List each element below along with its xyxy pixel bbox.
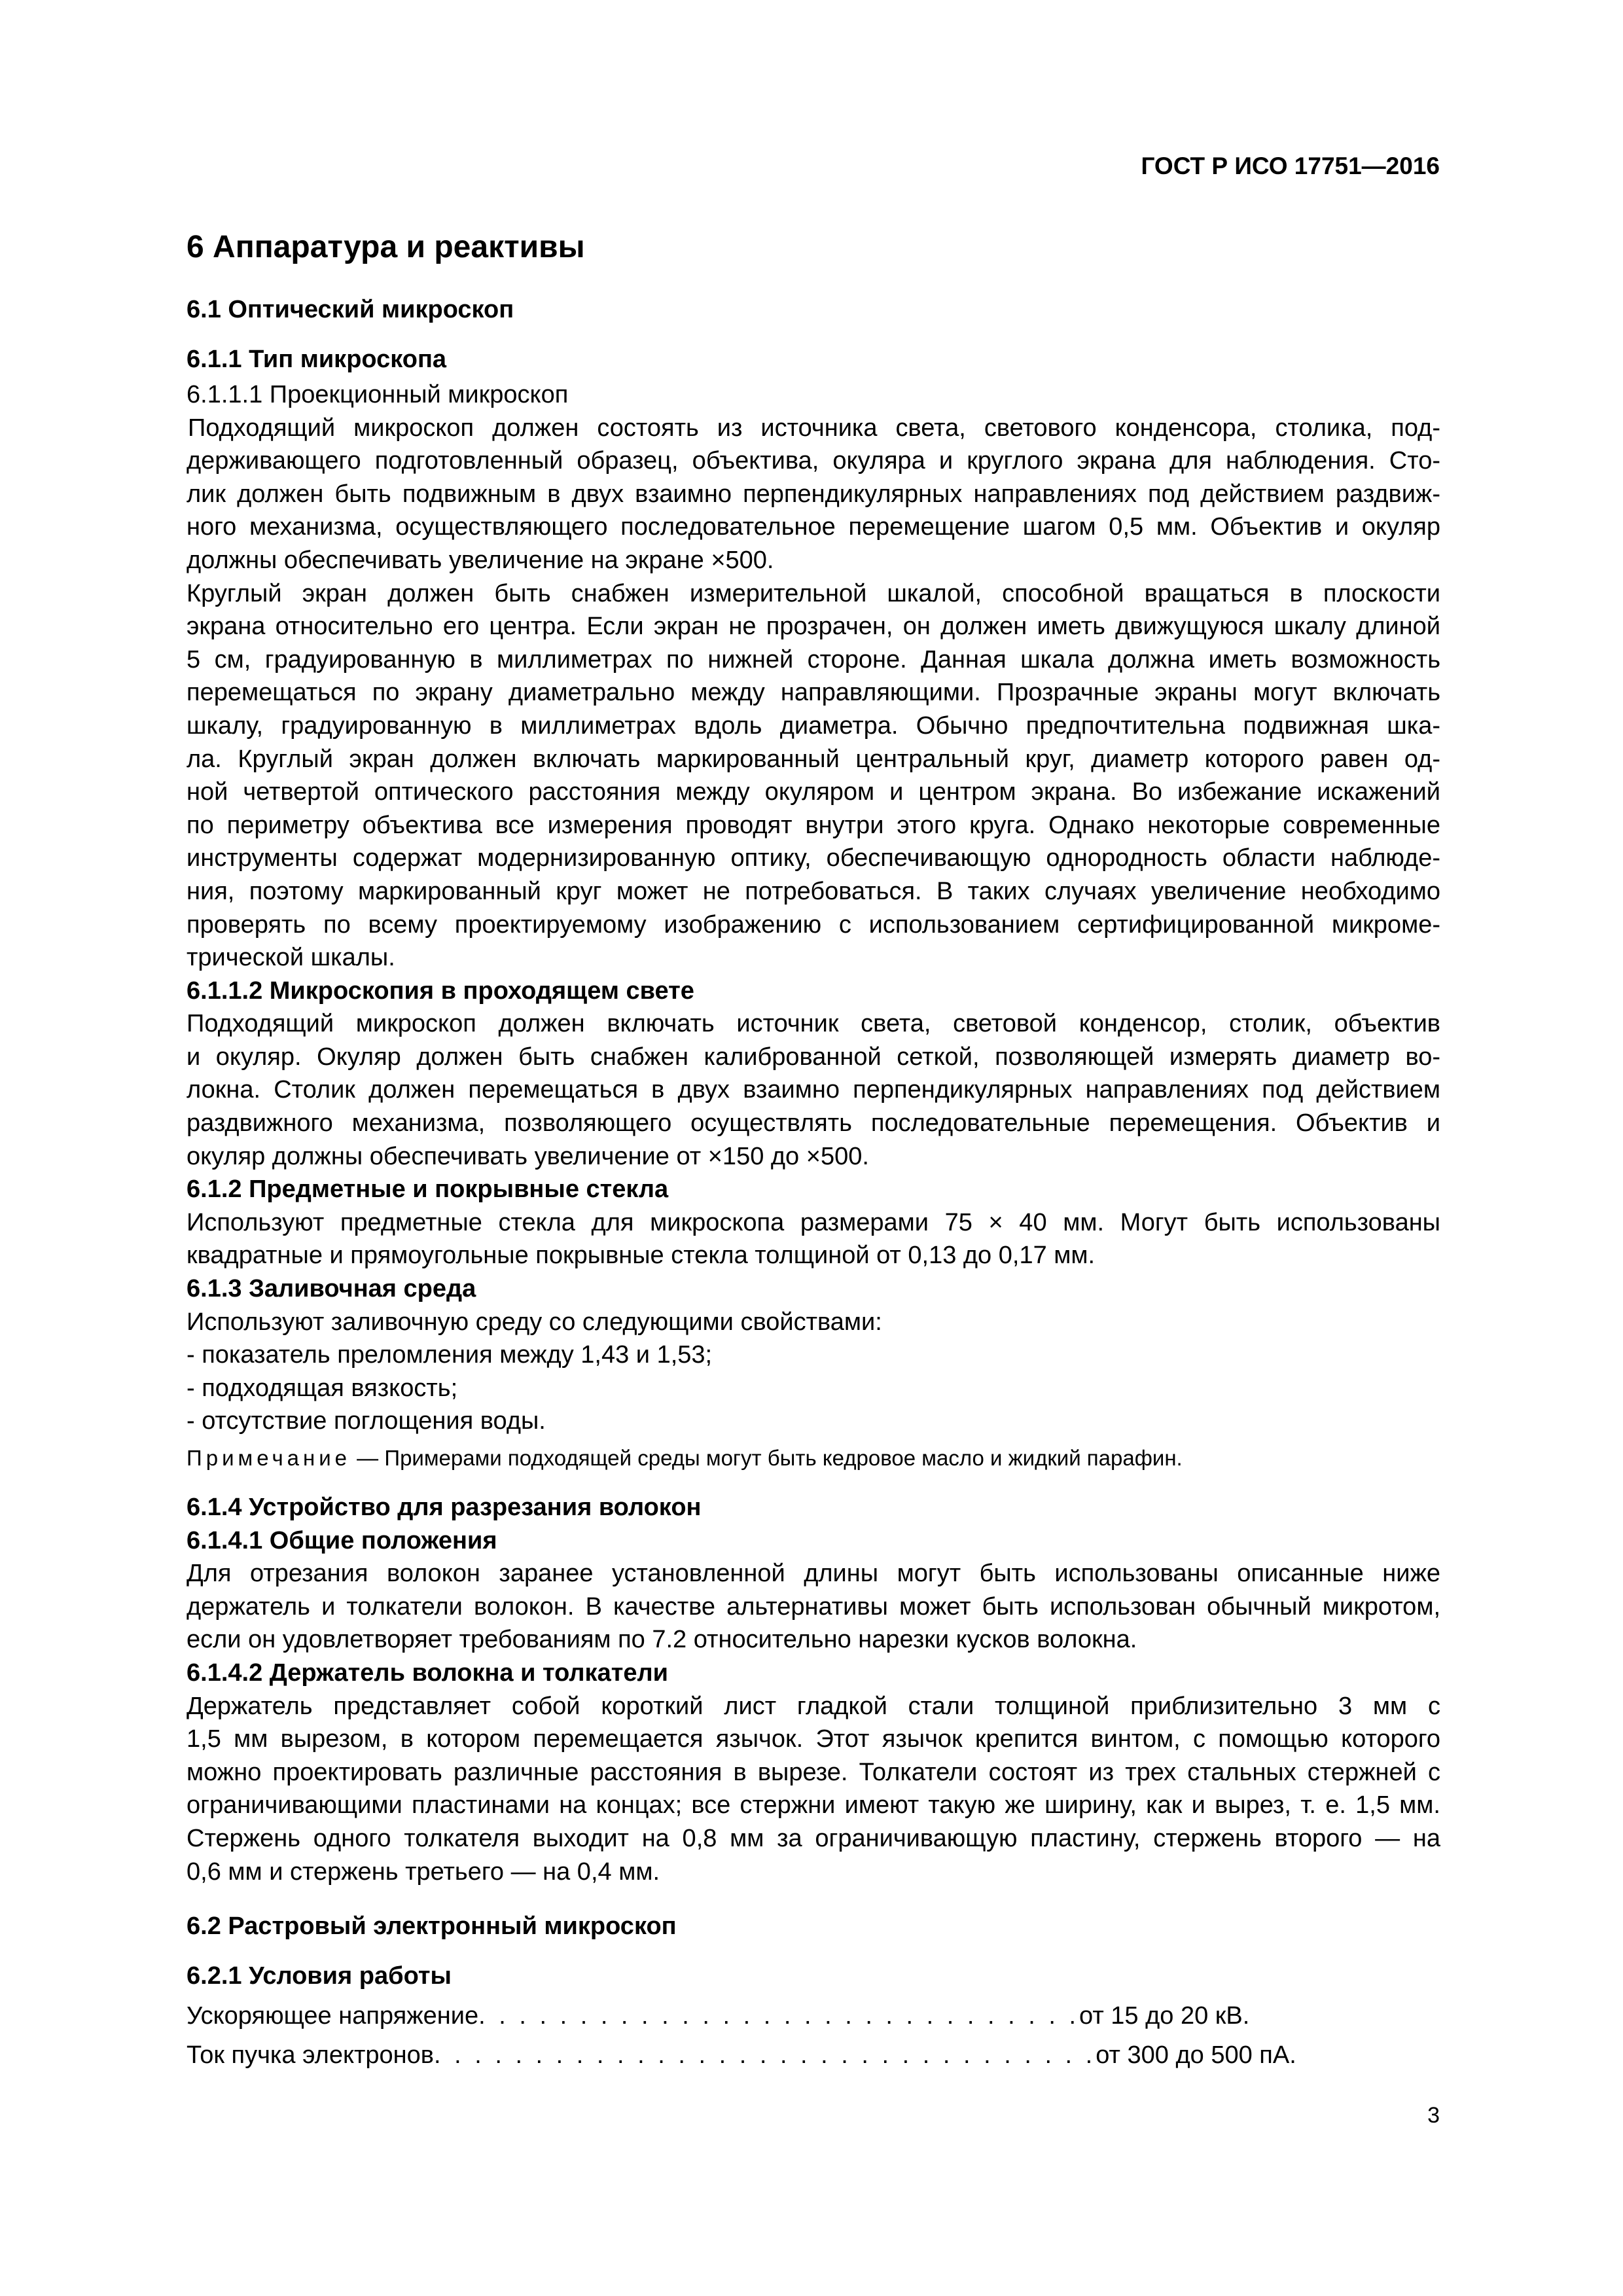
condition-label: Ускоряющее напряжение (187, 2002, 479, 2030)
paragraph-line: лик должен быть подвижным в двух взаимно перпендикулярных направлениях под действием раздвиж- (187, 480, 1440, 508)
paragraph-line: раздвижного механизма, позволяющего осуществлять последовательные перемещения. Объектив и (187, 1109, 1440, 1138)
paragraph-line: квадратные и прямоугольные покрывные стекла толщиной от 0,13 до 0,17 мм. (187, 1242, 1096, 1270)
paragraph-line: ной четвертой оптического расстояния между окуляром и центром экрана. Во избежание искажений (187, 778, 1440, 806)
section-6-1-1-title: 6.1.1 Тип микроскопа (187, 346, 447, 373)
subsection-6-1-4-2-title: 6.1.4.2 Держатель волокна и толкатели (187, 1659, 668, 1687)
section-6-1-title: 6.1 Оптический микроскоп (187, 296, 514, 323)
condition-label: Ток пучка электронов (187, 2041, 434, 2069)
section-6-1-2-title: 6.1.2 Предметные и покрывные стекла (187, 1175, 669, 1204)
paragraph-line: 0,6 мм и стержень третьего — на 0,4 мм. (187, 1857, 660, 1886)
paragraph-line: 5 см, градуированную в миллиметрах по нижней стороне. Данная шкала должна иметь возможность (187, 645, 1440, 673)
note-text: — Примерами подходящей среды могут быть кедровое масло и жидкий парафин. (351, 1446, 1183, 1470)
leader-dots: . . . . . . . . . . . . . . . . . . . . . . . . . . . . . . (478, 2002, 1080, 2030)
section-6-2-title: 6.2 Растровый электронный микроскоп (187, 1912, 677, 1940)
paragraph-line: шкалу, градуированную в миллиметрах вдоль диаметра. Обычно предпочтительна подвижная шка- (187, 711, 1440, 740)
section-6-1-4-body (187, 1491, 1440, 1888)
paragraph-line: Держатель представляет собой короткий лист гладкой стали толщиной приблизительно 3 мм с (187, 1692, 1440, 1720)
paragraph-line: экрана относительно его центра. Если экран не прозрачен, он должен иметь движущуюся шкалу длиной (187, 613, 1440, 641)
paragraph-line: 1,5 мм вырезом, в котором перемещается язычок. Этот язычок крепится винтом, с помощью которого (187, 1725, 1440, 1753)
paragraph-line: Подходящий микроскоп должен состоять из источника света, светового конденсора, столика, под- (188, 414, 1440, 442)
paragraph-line: ла. Круглый экран должен включать маркированный центральный круг, диаметр которого равен од- (187, 745, 1440, 773)
paragraph-line: ного механизма, осуществляющего последовательное перемещение шагом 0,5 мм. Объектив и окуляр (187, 513, 1440, 541)
leader-dots: . . . . . . . . . . . . . . . . . . . . . . . . . . . . . . . . . (433, 2041, 1096, 2069)
section-6-1-3-title: 6.1.3 Заливочная среда (187, 1275, 476, 1303)
paragraph-line: можно проектировать различные расстояния в вырезе. Толкатели состоят из трех стальных стержней с (187, 1758, 1440, 1786)
paragraph-line: по периметру объектива все измерения проводят внутри этого круга. Однако некоторые современные (187, 811, 1440, 839)
paragraph-line: проверять по всему проектируемому изображению с использованием сертифицированной микроме- (187, 910, 1440, 939)
paragraph-line: трической шкалы. (187, 944, 395, 972)
paragraph-line: если он удовлетворяет требованиям по 7.2 относительно нарезки кусков волокна. (187, 1626, 1137, 1654)
paragraph-line: ния, поэтому маркированный круг может не потребоваться. В таких случаях увеличение необходимо (187, 877, 1440, 905)
list-item: - показатель преломления между 1,43 и 1,53; (187, 1341, 713, 1369)
paragraph-line: и окуляр. Окуляр должен быть снабжен калиброванной сеткой, позволяющей измерять диаметр во- (187, 1043, 1440, 1071)
operating-conditions-table (187, 1996, 1440, 2075)
section-6-1-1-body (187, 378, 1440, 1475)
paragraph-line: инструменты содержат модернизированную оптику, обеспечивающую однородность области наблюде- (187, 844, 1440, 872)
paragraph-line: Используют предметные стекла для микроскопа размерами 75 × 40 мм. Могут быть использованы (187, 1208, 1440, 1236)
subsection-6-1-1-2-title: 6.1.1.2 Микроскопия в проходящем свете (187, 977, 694, 1005)
standard-header: ГОСТ Р ИСО 17751—2016 (1141, 152, 1440, 179)
paragraph-line: Подходящий микроскоп должен включать источник света, световой конденсор, столик, объектив (187, 1010, 1440, 1038)
paragraph-line: Круглый экран должен быть снабжен измерительной шкалой, способной вращаться в плоскости (187, 579, 1440, 607)
condition-row (187, 1996, 1440, 2036)
paragraph-line: ограничивающими пластинами на концах; все стержни имеют такую же ширину, как и вырез, т. е. 1,5 мм. (187, 1791, 1440, 1820)
note (187, 1442, 1440, 1475)
list-item: - отсутствие поглощения воды. (187, 1407, 546, 1435)
paragraph-line: должны обеспечивать увеличение на экране ×500. (187, 546, 774, 574)
section-6-2-1-title: 6.2.1 Условия работы (187, 1962, 452, 1990)
paragraph-line: Используют заливочную среду со следующими свойствами: (187, 1308, 882, 1336)
paragraph-line: перемещаться по экрану диаметрально между направляющими. Прозрачные экраны могут включать (187, 679, 1440, 707)
condition-value: от 300 до 500 пА. (1096, 2041, 1296, 2069)
paragraph-line: локна. Столик должен перемещаться в двух взаимно перпендикулярных направлениях под действием (187, 1076, 1440, 1104)
page-number: 3 (1427, 2103, 1440, 2128)
paragraph-line: окуляр должны обеспечивать увеличение от ×150 до ×500. (187, 1142, 869, 1170)
condition-row (187, 2036, 1440, 2075)
section-6-1-4-title: 6.1.4 Устройство для разрезания волокон (187, 1494, 702, 1521)
paragraph-line: держатель и толкатели волокон. В качестве альтернативы может быть использован обычный микротом, (187, 1592, 1440, 1621)
paragraph-line: Для отрезания волокон заранее установленной длины могут быть использованы описанные ниже (187, 1560, 1440, 1588)
subsection-6-1-4-1-title: 6.1.4.1 Общие положения (187, 1526, 497, 1554)
list-item: - подходящая вязкость; (187, 1374, 458, 1402)
note-label: Примечание (187, 1446, 351, 1470)
paragraph-line: Стержень одного толкателя выходит на 0,8 мм за ограничивающую пластину, стержень второго — на (187, 1824, 1440, 1852)
paragraph-line: держивающего подготовленный образец, объектива, окуляра и круглого экрана для наблюдения. Сто- (187, 447, 1440, 475)
condition-value: от 15 до 20 кВ. (1079, 2002, 1250, 2030)
subsection-6-1-1-1-title: 6.1.1.1 Проекционный микроскоп (187, 381, 569, 408)
section-6-title: 6 Аппаратура и реактивы (187, 230, 585, 264)
